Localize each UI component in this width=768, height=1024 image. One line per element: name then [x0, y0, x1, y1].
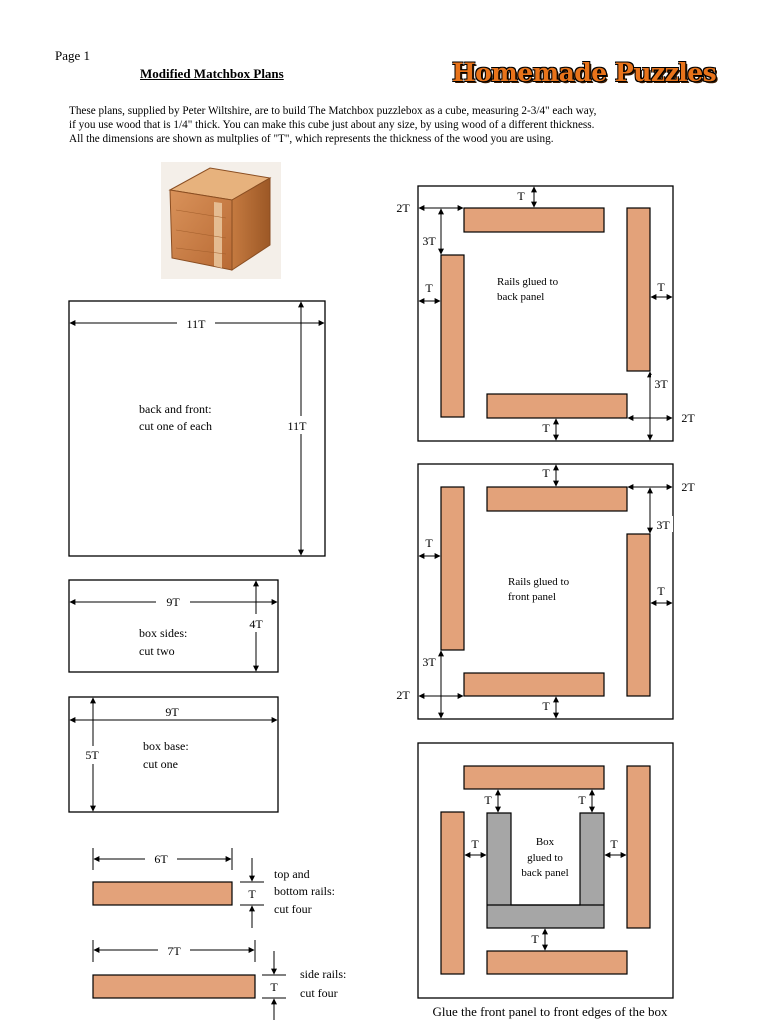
dim-label: T	[542, 466, 550, 480]
diagram-caption: Box	[535, 836, 555, 848]
intro-line: These plans, supplied by Peter Wiltshire, are to build The Matchbox puzzlebox as a cube, measuring 2-3/4" each way,	[69, 105, 597, 117]
dim-height: 11T	[287, 419, 307, 433]
dim-thickness: T	[248, 887, 256, 901]
box-sides-panel	[69, 580, 278, 672]
dim-label: T	[531, 932, 539, 946]
page-label: Page 1	[55, 48, 91, 63]
dim-label: 2T	[681, 480, 695, 494]
top-bottom-rail-part	[93, 848, 335, 928]
diagram-caption: back panel	[521, 867, 569, 879]
dim-length: 7T	[167, 944, 181, 958]
part-label: cut one of each	[139, 419, 212, 433]
dim-label: 2T	[396, 688, 410, 702]
part-label: cut two	[139, 644, 175, 658]
dim-label: T	[578, 793, 586, 807]
dim-label: T	[471, 837, 479, 851]
part-label: back and front:	[139, 402, 212, 416]
part-label: top and	[274, 867, 310, 881]
brand-logo: Homemade Puzzles	[452, 58, 717, 87]
dim-width: 11T	[186, 317, 206, 331]
dim-label: T	[542, 421, 550, 435]
part-label: cut four	[300, 986, 338, 1000]
dim-label: T	[425, 536, 433, 550]
dim-label: T	[657, 584, 665, 598]
part-label: box base:	[143, 739, 189, 753]
dim-label: 2T	[396, 201, 410, 215]
diagram-caption: Rails glued to	[508, 576, 570, 588]
dim-height: 5T	[85, 748, 99, 762]
side-rail-part	[93, 940, 346, 1020]
dim-thickness: T	[270, 980, 278, 994]
diagram-caption: back panel	[497, 291, 545, 303]
part-label: cut four	[274, 902, 312, 916]
back-front-panel	[69, 301, 325, 556]
part-label: bottom rails:	[274, 884, 335, 898]
back-panel-diagram	[396, 186, 695, 441]
dim-width: 9T	[166, 595, 180, 609]
dim-label: 3T	[422, 234, 436, 248]
box-panel-diagram	[418, 743, 673, 998]
dim-label: T	[517, 189, 525, 203]
dim-length: 6T	[154, 852, 168, 866]
dim-label: T	[657, 280, 665, 294]
cube-photo	[161, 162, 281, 279]
intro-line: if you use wood that is 1/4" thick. You can make this cube just about any size, by using wood of a different thickness.	[69, 119, 595, 132]
dim-label: T	[425, 281, 433, 295]
dim-label: 3T	[422, 655, 436, 669]
dim-label: T	[610, 837, 618, 851]
box-base-panel	[69, 697, 278, 812]
part-label: cut one	[143, 757, 178, 771]
dim-label: 3T	[656, 518, 670, 532]
diagram-caption: glued to	[527, 852, 563, 864]
dim-label: T	[484, 793, 492, 807]
intro-line: All the dimensions are shown as multplies of "T", which represents the thickness of the wood you are using.	[69, 133, 554, 146]
dim-width: 9T	[165, 705, 179, 719]
front-panel-diagram	[396, 464, 695, 719]
dim-label: T	[542, 699, 550, 713]
dim-height: 4T	[249, 617, 263, 631]
footer-note: Glue the front panel to front edges of the box	[432, 1004, 668, 1019]
diagram-caption: front panel	[508, 591, 556, 603]
dim-label: 2T	[681, 411, 695, 425]
document-title: Modified Matchbox Plans	[140, 66, 284, 81]
part-label: box sides:	[139, 626, 188, 640]
diagram-caption: Rails glued to	[497, 276, 559, 288]
dim-label: 3T	[654, 377, 668, 391]
part-label: side rails:	[300, 967, 347, 981]
